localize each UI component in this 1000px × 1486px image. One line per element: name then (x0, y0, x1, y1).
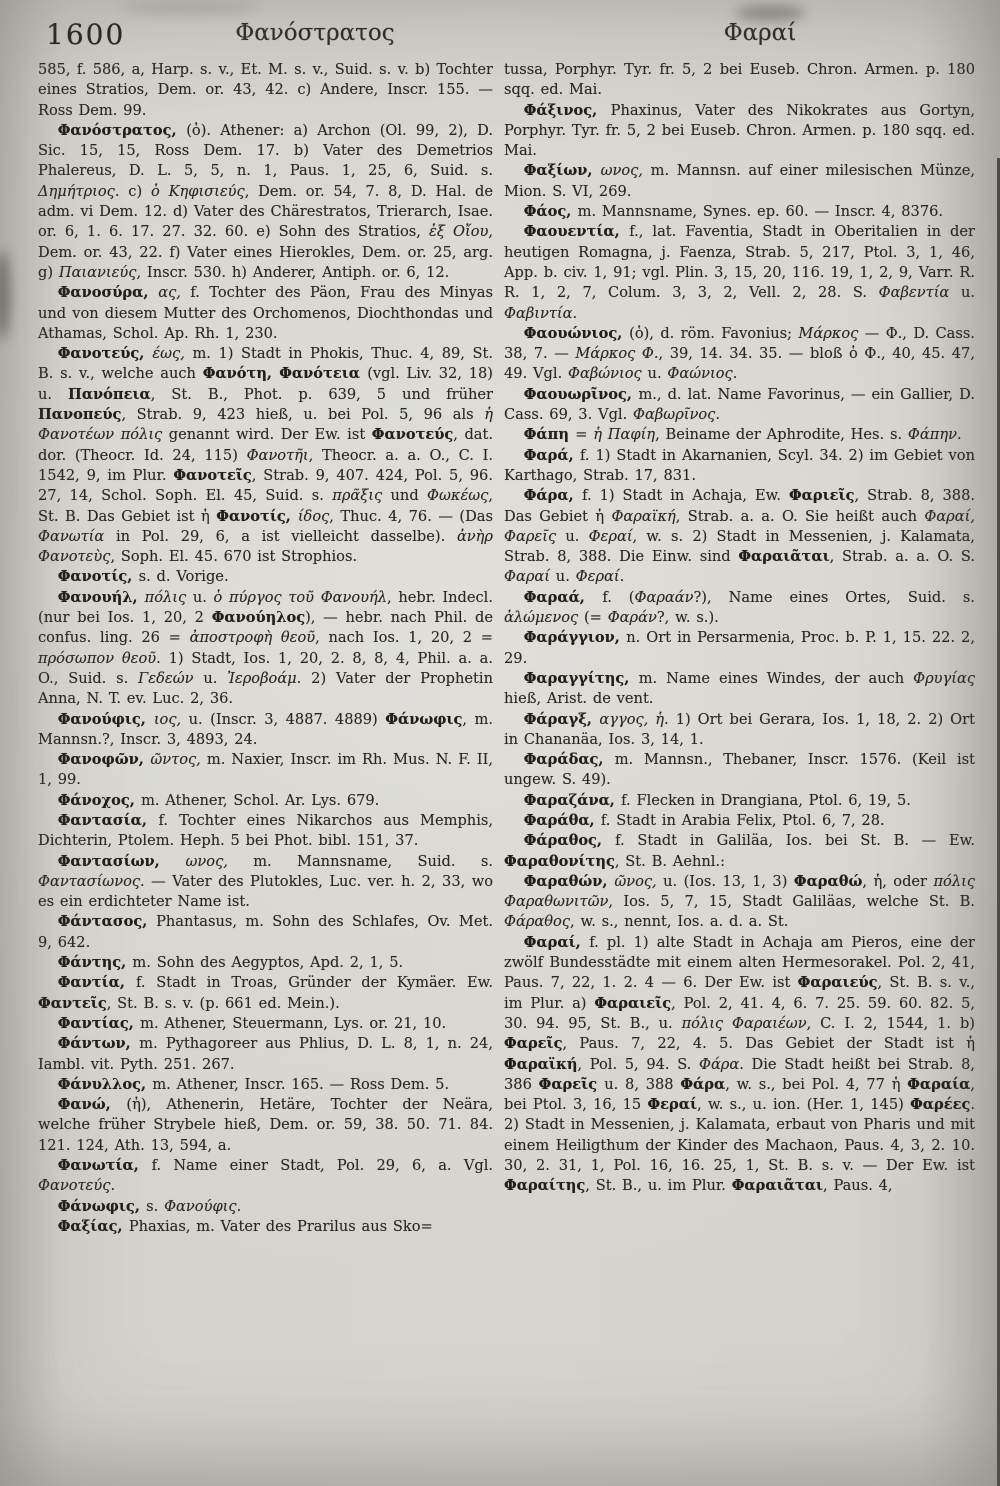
entry-text: u. 8, 388 (604, 1075, 681, 1093)
entry-text: . 2) Stadt in Messenien, j. Kalamata, erbaut von Pharis und mit einem Heiligthum der Kinder des Machaon, Paus. 4, 3, 2. 10. 30, 2. 31, 1, Pol. 16, 16. 25, 1, St. B. s. v. — Der Ew. ist (504, 1096, 975, 1175)
entry-headword: Φαραϊκή (504, 1055, 578, 1073)
entry-text: ὁ πύργος τοῦ Φανουήλ (213, 588, 388, 606)
entry-headword: Φαραζάνα, (523, 791, 622, 809)
entry-headword: Φάνωφις, (57, 1197, 147, 1215)
entry-text: , Pol. 5, 94. S. (577, 1055, 699, 1073)
entry-headword: Φαράδας, (523, 751, 615, 769)
entry-text: m. Athener, Schol. Ar. Lys. 679. (141, 791, 380, 809)
entry-text: Παιανιεύς (58, 263, 137, 281)
entry-text: m. Naxier, Inscr. im Rh. Mus. N. F. II, 1, 99. (38, 751, 493, 789)
dictionary-entry (504, 161, 975, 202)
entry-headword: Φαουώνιος, (523, 324, 630, 342)
entry-text: , Strab. 9, 423 hieß, u. bei Pol. 5, 96 als (121, 406, 485, 424)
entry-text: , Ios. 5, 7, 15, Stadt Galiläas, welche St. B. (608, 893, 975, 911)
entry-headword: Φαραθών, (523, 872, 615, 890)
entry-text: genannt wird. Der Ew. ist (168, 426, 372, 444)
dictionary-entry (38, 1156, 493, 1197)
entry-headword: Φάρα (680, 1075, 726, 1093)
entry-headword: Φαντασία, (57, 811, 159, 829)
entry-text: m., d. lat. Name Favorinus, — ein Gallier, D. Cass. 69, 3. Vgl. (504, 385, 975, 424)
entry-headword: Φανοτίς, (57, 568, 139, 586)
entry-text: πρᾶξις (332, 487, 391, 505)
entry-text: u. (Inscr. 3, 4887. 4889) (188, 710, 386, 728)
entry-text: hieß, Arist. de vent. (504, 690, 654, 708)
dictionary-entry (504, 588, 975, 629)
entry-text: . (619, 568, 625, 586)
dictionary-entry (504, 486, 975, 587)
entry-text: Φανούφις (164, 1197, 237, 1215)
entry-text: (ὁ). Athener: a) Archon (Ol. 99, 2), D. Sic. 15, 15, Ross Dem. 17. b) Vater des Demetrios Phalereus, D. L. 5, 5, n. 1, Paus. 1, 25, 6, Suid. s. (38, 121, 493, 180)
entry-headword: Φανοτεῖς (173, 466, 252, 484)
entry-text: , nach Ios. 1, 20, 2 = (315, 629, 493, 647)
dictionary-entry (38, 588, 493, 710)
entry-text: πόλις Φαραιέων (681, 1014, 807, 1032)
entry-text: , 39, 14. 34. 35. — bloß ὁ Φ., 40, 45. 47, 49. Vgl. (504, 345, 975, 383)
dictionary-entry (504, 669, 975, 710)
entry-text: f. Stadt in Arabia Felix, Ptol. 6, 7, 28. (600, 811, 885, 829)
entry-text: . Die Stadt heißt bei Strab. 8, 386 (504, 1055, 975, 1093)
entry-headword: Φανούηλος (211, 609, 306, 627)
dictionary-entry (504, 831, 975, 872)
entry-headword: Φάνωφις (385, 710, 463, 728)
entry-text: m. Mannsname, Suid. s. (253, 852, 493, 870)
entry-text: Phantasus, m. Sohn des Schlafes, Ov. Met. 9, 642. (38, 913, 493, 951)
entry-headword: Φάραγξ, (523, 710, 600, 728)
entry-headword: Φάντης, (57, 954, 133, 972)
entry-text: , dat. dor. (Theocr. Id. 24, 115) (38, 426, 494, 464)
entry-text: ίδος (297, 507, 330, 525)
entry-text: u. (555, 568, 576, 586)
entry-headword: Φαντασίων, (57, 852, 186, 870)
entry-text: έως, (152, 345, 193, 363)
entry-text: 1) Ort bei Gerara, Ios. 1, 18, 2. 2) Ort in Chananäa, Ios. 3, 14, 1. (504, 710, 975, 748)
entry-text: Φάρα (698, 1055, 740, 1073)
entry-text: πόλις (144, 588, 193, 606)
entry-text: Ἰεροβοάμ (227, 669, 297, 687)
entry-headword: Φανοτεύς (371, 426, 454, 444)
entry-text: f. Flecken in Drangiana, Ptol. 6, 19, 5. (621, 791, 911, 809)
entry-text: Φαβωρῖνος (633, 406, 716, 424)
entry-text: , w. s. 2) Stadt in Messenien, j. Kalamata, Strab. 8, 388. Die Einw. sind (504, 527, 975, 566)
entry-headword: Φάραθος, (523, 832, 616, 850)
entry-text: f. Name einer Stadt, Pol. 29, 6, a. Vgl. (151, 1157, 494, 1175)
entry-text: und (390, 487, 428, 505)
entry-text: ἀνὴρ Φανοτεὺς (38, 527, 493, 566)
entry-text: n. Ort in Persarmenia, Proc. b. P. 1, 15. 22. 2, 29. (504, 629, 975, 667)
entry-text: , St. B., u. im Plur. (585, 1177, 732, 1195)
dictionary-entry (504, 872, 975, 933)
entry-text: , Beiname der Aphrodite, Hes. s. (655, 426, 908, 444)
entry-headword: Φάνυλλος, (57, 1075, 153, 1093)
entry-text: , Pol. 2, 41. 4, 6. 7. 25. 59. 60. 82. 5, 30. 94. 95, St. B., u. (504, 994, 976, 1032)
entry-text: Φανωτία (38, 527, 116, 545)
entry-headword: Φανότη, Φανότεια (202, 365, 368, 383)
dictionary-entry (38, 60, 493, 121)
dictionary-entry (38, 1217, 493, 1237)
entry-headword: Φανώ, (57, 1096, 127, 1114)
entry-text: πρόσωπον θεοῦ (38, 649, 157, 667)
entry-text: . (732, 365, 738, 383)
entry-text: 585, f. 586, a, Harp. s. v., Et. M. s. v., Suid. s. v. b) Tochter eines Stratios, Dem. or. 43, 42. c) Andere, Inscr. 155. — Ross Dem. 99. (38, 61, 493, 119)
header-keyword-right: Φαραί (723, 20, 797, 46)
entry-headword: Φαξίων, (523, 162, 601, 180)
entry-text: Φεραί (588, 527, 633, 545)
page-header (0, 14, 1000, 56)
entry-text: , w. s., nennt, Ios. a. d. a. St. (570, 913, 789, 931)
entry-text: ἀποστροφὴ θεοῦ (189, 629, 316, 647)
dictionary-entry (38, 344, 493, 567)
entry-text: u. (203, 669, 228, 687)
entry-text: ῶντος, (150, 751, 207, 769)
entry-headword: Φανοτεύς, (57, 345, 153, 363)
entry-text: f. Tochter des Päon, Frau des Minyas und von diesem Mutter des Orchomenos, Diochthondas und Athamas, Schol. Ap. Rh. 1, 230. (38, 284, 493, 342)
entry-text: . (956, 426, 962, 444)
entry-text: . — Vater des Plutokles, Luc. ver. h. 2, 33, wo es ein erdichteter Name ist. (38, 872, 493, 911)
entry-text: f. ( (602, 588, 635, 606)
text-columns (0, 60, 1000, 1486)
entry-text: , Inscr. 530. h) Anderer, Antiph. or. 6, 12. (136, 263, 450, 281)
entry-text: Δημήτριος (38, 182, 115, 200)
entry-text: m. Sohn des Aegyptos, Apd. 2, 1, 5. (132, 954, 404, 972)
entry-text: Phaxinus, Vater des Nikokrates aus Gortyn, Porphyr. Tyr. fr. 5, 2 bei Euseb. Chron. Armen. p. 180 sqq. ed. Mai. (504, 101, 975, 160)
dictionary-entry (504, 933, 975, 1197)
entry-text: αγγος, ἡ. (599, 710, 676, 728)
entry-text: u. (960, 284, 975, 302)
entry-headword: Φανουήλ, (57, 588, 145, 606)
entry-text: Φαραϊκή (611, 507, 676, 525)
entry-text: Μάρκος (798, 324, 859, 342)
dictionary-entry (38, 1095, 493, 1156)
dictionary-entry (38, 283, 493, 344)
entry-text: ῶνος, (614, 872, 664, 890)
entry-text: Φανοτῆι (246, 446, 309, 464)
entry-headword: Φάρα, (523, 487, 583, 505)
entry-headword: Φανοτίς, (216, 507, 298, 525)
entry-text: , C. I. 2, 1544, 1. b) (806, 1014, 975, 1032)
entry-text: in Pol. 29, 6, a ist vielleicht dasselbe). (115, 527, 457, 545)
entry-text: , Strab. a. a. O. S. (829, 548, 975, 566)
entry-headword: Φαρά, (523, 446, 581, 464)
entry-text: f. pl. 1) alte Stadt in Achaja am Pieros, eine der zwölf Bundesstädte mit einem alten Hermesorakel. Pol. 2, 41, Paus. 7, 22, 1. 2. 4 — 6. Der Ew. ist (504, 933, 975, 992)
dictionary-entry (38, 1075, 493, 1095)
dictionary-entry (38, 973, 493, 1014)
entry-headword: Φαραιεῖς (594, 994, 672, 1012)
dictionary-entry (504, 202, 975, 222)
entry-text: Φωκέως (427, 487, 489, 505)
entry-text: ας, (158, 284, 191, 302)
entry-headword: Φαρεῖς (504, 1035, 563, 1053)
header-keyword-left: Φανόστρατος (235, 20, 395, 46)
entry-text: ωνος, (600, 162, 651, 180)
entry-text: Φαραί (504, 568, 556, 586)
entry-text: , Strab. a. a. O. Sie heißt auch (675, 507, 925, 525)
entry-text: , St. B. Aehnl.: (614, 852, 725, 870)
entry-text: , Dem. or. 54, 7. 8, D. Hal. de adm. vi Dem. 12. d) Vater des Chärestratos, Trierarch, Isae. or. 6, 1. 6. 17. 27. 32. 60. e) Sohn des Stratios, (38, 182, 494, 241)
entry-text: Φάραθος (504, 913, 570, 931)
entry-headword: Φαρέες (910, 1096, 971, 1114)
entry-text: m. Mannsn. auf einer milesischen Münze, Mion. S. VI, 269. (504, 162, 975, 200)
dictionary-entry (504, 222, 975, 323)
entry-text: Φάπην (907, 426, 957, 444)
entry-text: . (715, 406, 720, 424)
dictionary-entry (504, 446, 975, 487)
dictionary-entry (504, 60, 975, 101)
entry-text: ἀλώμενος (504, 609, 579, 627)
entry-text: s. (146, 1197, 165, 1215)
dictionary-entry (504, 385, 975, 426)
entry-headword: Φανούφις, (57, 710, 154, 728)
entry-text: Φεραί (575, 568, 620, 586)
entry-text: m. Pythagoreer aus Phlius, D. L. 8, 1, n. 24, Iambl. vit. Pyth. 251. 267. (38, 1035, 493, 1073)
entry-headword: Φανοσύρα, (57, 284, 159, 302)
entry-text: ?, w. s.). (656, 609, 719, 627)
dictionary-entry (38, 791, 493, 811)
entry-text: Φαραί, Φαρεῖς (504, 507, 975, 545)
entry-text: m. Name eines Windes, der auch (638, 669, 914, 687)
entry-text: . 2) Vater der Prophetin Anna, N. T. ev. Luc. 2, 36. (38, 669, 493, 708)
entry-headword: Φαξίας, (57, 1217, 129, 1235)
entry-text: , Dem. or. 43, 22. f) Vater eines Hierokles, Dem. or. 25, arg. g) (38, 223, 493, 281)
entry-headword: Φανοφῶν, (57, 751, 151, 769)
entry-text: u. (Ios. 13, 1, 3) (663, 872, 794, 890)
entry-headword: Φαραθώ (793, 872, 863, 890)
left-column (38, 60, 493, 1237)
dictionary-entry (504, 324, 975, 385)
entry-text: u. (192, 588, 214, 606)
entry-text: (= (578, 609, 608, 627)
entry-headword: Φάνοχος, (57, 791, 142, 809)
entry-text: , St. B. s. v., im Plur. a) (504, 974, 976, 1012)
entry-text: Φαράν (607, 609, 657, 627)
entry-text: Φαώνιος (667, 365, 733, 383)
entry-text: f. 1) Stadt in Achaja, Ew. (582, 487, 789, 505)
entry-text: , bei Ptol. 3, 16, 15 (504, 1075, 975, 1114)
entry-text: , m. Mannsn.?, Inscr. 3, 4893, 24. (38, 710, 493, 748)
entry-text: ?), Name eines Ortes, Suid. s. (693, 588, 975, 606)
entry-text: = (575, 426, 594, 444)
entry-text: , w. s., u. ion. (Her. 1, 145) (697, 1096, 911, 1114)
entry-headword: Φαραία (907, 1075, 971, 1093)
entry-headword: Φαντεῖς (38, 994, 107, 1012)
entry-text: , Thuc. 4, 76. — (Das (329, 507, 493, 525)
dictionary-entry (38, 750, 493, 791)
entry-text: Phaxias, m. Vater des Prarilus aus Sko= (128, 1217, 433, 1235)
entry-headword: Φαραίτης (504, 1177, 586, 1195)
dictionary-entry (38, 710, 493, 751)
dictionary-entry (38, 121, 493, 283)
dictionary-entry (38, 953, 493, 973)
scan-smudge (120, 2, 260, 12)
entry-text: ), — hebr. nach Phil. de confus. ling. 26 = (38, 609, 493, 647)
page-number: 1600 (46, 18, 126, 51)
entry-text: . (110, 1177, 116, 1195)
dictionary-entry (504, 425, 975, 445)
entry-headword: Φαραθονίτης (504, 852, 615, 870)
entry-text: , w. s., bei Pol. 4, 77 ἡ (725, 1075, 908, 1093)
entry-text: — Φ., D. Cass. 38, 7. — (504, 324, 976, 363)
entry-text: , Strab. 9, 407. 424, Pol. 5, 96. 27, 14, Schol. Soph. El. 45, Suid. s. (38, 466, 493, 505)
entry-text: , St. B. s. v. (p. 661 ed. Mein.). (106, 994, 340, 1012)
entry-text: , hebr. Indecl. (nur bei Ios. 1, 20, 2 (38, 588, 493, 627)
entry-headword: Φαντία, (57, 974, 137, 992)
entry-text: , ἡ, oder (862, 872, 934, 890)
entry-text: Φρυγίας (913, 669, 975, 687)
dictionary-entry (504, 628, 975, 669)
dictionary-entry (38, 1014, 493, 1034)
entry-text: πόλις Φαραθωνιτῶν (504, 872, 975, 911)
entry-headword: Φάντων, (57, 1035, 140, 1053)
entry-text: f. 1) Stadt in Akarnanien, Scyl. 34. 2) im Gebiet von Karthago, Strab. 17, 831. (504, 446, 975, 484)
entry-text: . 1) Stadt, Ios. 1, 20, 2. 8, 8, 4, Phil. a. a. O., Suid. s. (38, 649, 493, 687)
entry-text: Γεδεών (138, 669, 204, 687)
entry-text: , Strab. 8, 388. Das Gebiet ἡ (504, 487, 975, 525)
entry-text: Φαντασίωνος (38, 872, 141, 890)
entry-headword: Φαρεῖς (538, 1075, 605, 1093)
entry-text: Μάρκος Φ. (575, 345, 659, 363)
entry-headword: Φεραί (647, 1096, 698, 1114)
dictionary-entry (38, 811, 493, 852)
entry-text: ἡ Παφίη (593, 426, 656, 444)
entry-text: u. (565, 527, 589, 545)
entry-headword: Φανωτία, (57, 1157, 152, 1175)
entry-text: , St. B. Das Gebiet ist ἡ (38, 487, 493, 525)
entry-text: ιος, (153, 710, 189, 728)
entry-text: Φαβιντία (504, 304, 573, 322)
entry-text: m. Mannsn., Thebaner, Inscr. 1576. (Keil ist ungew. S. 49). (504, 751, 975, 789)
entry-text: m. 1) Stadt in Phokis, Thuc. 4, 89, St. B. s. v., welche auch (38, 345, 493, 383)
entry-headword: Φαράθα, (523, 811, 601, 829)
entry-text: , Paus. 4, (823, 1177, 893, 1195)
entry-headword: Φανόστρατος, (57, 121, 187, 139)
entry-headword: Φαουωρῖνος, (523, 385, 639, 403)
entry-text: m. Mannsname, Synes. ep. 60. — Inscr. 4, 8376. (577, 203, 944, 221)
entry-text: ωνος, (185, 852, 254, 870)
entry-text: , St. B., Phot. p. 639, 5 und früher (150, 385, 493, 403)
right-column (504, 60, 975, 1197)
dictionary-entry (504, 750, 975, 791)
entry-text: ἡ Φανοτέων πόλις (38, 406, 493, 444)
entry-text: . c) (114, 182, 151, 200)
entry-text: f., lat. Faventia, Stadt in Oberitalien in der heutigen Romagna, j. Faenza, Strab. 5, 217, Ptol. 3, 1, 46, App. b. civ. 1, 91; vgl. Plin. 3, 15, 20, 116. 19, 1, 2, 9, Varr. R. R. 1, 2, 7, Colum. 3, 3, 2, Vell. 2, 28. S. (504, 223, 975, 302)
entry-text: f. Stadt in Galiläa, Ios. bei St. B. — Ew. (615, 832, 975, 850)
entry-headword: Φαντίας, (57, 1014, 141, 1032)
entry-headword: Φαριεῖς (788, 487, 855, 505)
entry-text: m. Athener, Inscr. 165. — Ross Dem. 5. (152, 1075, 450, 1093)
entry-text: ἐξ Οἴου (429, 223, 489, 241)
entry-headword: Φαραιεύς (797, 974, 878, 992)
entry-headword: Φάντασος, (57, 913, 157, 931)
entry-text: u. (647, 365, 668, 383)
entry-headword: Φάξινος, (523, 101, 611, 119)
entry-headword: Φαραά, (523, 588, 603, 606)
dictionary-entry (38, 1034, 493, 1075)
entry-headword: Πανοπεύς (38, 406, 122, 424)
dictionary-entry (504, 101, 975, 162)
entry-text: f. Tochter eines Nikarchos aus Memphis, Dichterin, Ptolem. Heph. 5 bei Phot. bibl. 151, 37. (38, 811, 493, 850)
entry-text: ὁ Κηφισιεύς (150, 182, 245, 200)
entry-text: Φαραάν (634, 588, 694, 606)
dictionary-entry (504, 791, 975, 811)
entry-headword: Φάπη (523, 426, 576, 444)
entry-headword: Φαουεντία, (523, 223, 630, 241)
entry-headword: Φαραιᾶται (731, 1177, 823, 1195)
entry-text: , Paus. 7, 22, 4. 5. Das Gebiet der Stadt ist ἡ (562, 1035, 975, 1053)
entry-text: , Soph. El. 45. 670 ist Strophios. (110, 548, 358, 566)
entry-headword: Πανόπεια (68, 385, 151, 403)
entry-text: Φαβώνιος (568, 365, 648, 383)
entry-text: Φαβεντία (878, 284, 961, 302)
dictionary-entry (504, 710, 975, 751)
dictionary-entry (38, 1197, 493, 1217)
entry-text: (ἡ), Athenerin, Hetäre, Tochter der Neära, welche früher Strybele hieß, Dem. or. 59, 38. 50. 71. 84. 121. 124, Ath. 13, 594, a. (38, 1096, 494, 1154)
entry-text: (ὁ), d. röm. Favonius; (629, 324, 799, 342)
entry-text: m. Athener, Steuermann, Lys. or. 21, 10. (140, 1014, 447, 1032)
dictionary-entry (504, 811, 975, 831)
entry-text: , Theocr. a. a. O., C. I. 1542, 9, im Plur. (38, 446, 493, 484)
entry-text: f. Stadt in Troas, Gründer der Kymäer. Ew. (136, 974, 493, 992)
entry-headword: Φαραγγίτης, (523, 669, 639, 687)
entry-headword: Φαραί, (523, 933, 590, 951)
dictionary-entry (38, 852, 493, 913)
entry-text: tussa, Porphyr. Tyr. fr. 5, 2 bei Euseb. Chron. Armen. p. 180 sqq. ed. Mai. (504, 61, 975, 99)
entry-text: (vgl. Liv. 32, 18) u. (38, 365, 493, 403)
dictionary-entry (38, 567, 493, 587)
dictionary-entry (38, 912, 493, 953)
entry-text: . (572, 304, 578, 322)
entry-text: Φανοτεύς (38, 1177, 111, 1195)
entry-headword: Φάος, (523, 203, 578, 221)
entry-headword: Φαράγγιον, (523, 629, 627, 647)
entry-headword: Φαραιᾶται (738, 548, 830, 566)
entry-text: s. d. Vorige. (138, 568, 229, 586)
entry-text: . (236, 1197, 242, 1215)
